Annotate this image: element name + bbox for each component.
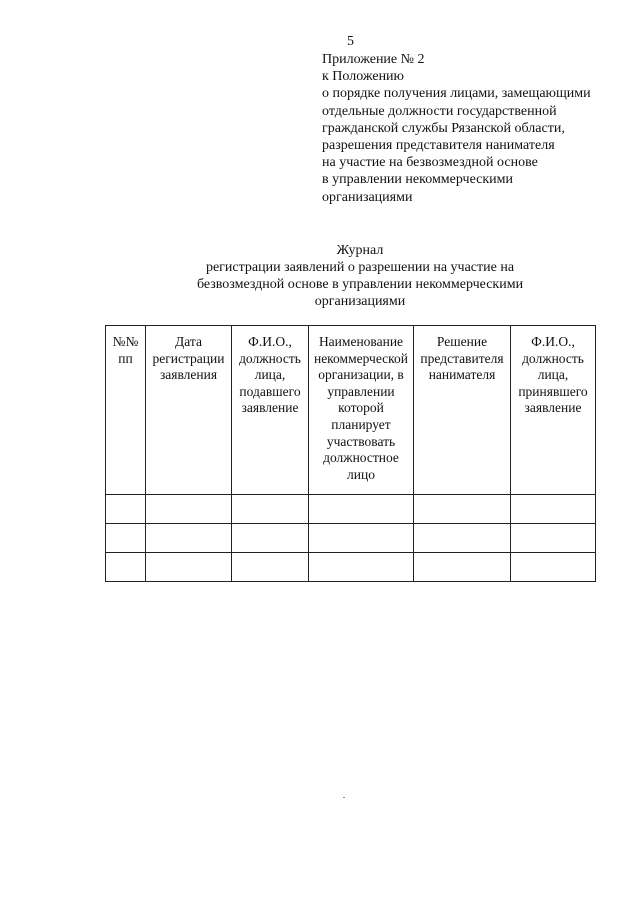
journal-table — [105, 325, 596, 582]
table-cell — [106, 495, 146, 524]
table-cell — [309, 524, 414, 553]
header-cell-employer-decision: Решение представителя нанимателя — [414, 326, 511, 495]
appendix-line: отдельные должности государственной — [322, 103, 557, 119]
appendix-line: Приложение № 2 — [322, 52, 425, 67]
appendix-line: гражданской службы Рязанской области, — [322, 120, 565, 136]
table-cell — [511, 495, 596, 524]
appendix-block — [322, 51, 622, 206]
table-cell — [106, 553, 146, 582]
table-cell — [146, 553, 232, 582]
appendix-line: организациями — [322, 189, 413, 205]
table-cell — [511, 553, 596, 582]
header-cell-receiver: Ф.И.О., должность лица, принявшего заявление — [511, 326, 596, 495]
scan-speck — [343, 797, 345, 798]
header-cell-number: №№ пп — [106, 326, 146, 495]
table-cell — [309, 553, 414, 582]
journal-title — [160, 242, 560, 310]
table-cell — [146, 524, 232, 553]
table-cell — [414, 524, 511, 553]
appendix-line: в управлении некоммерческими — [322, 172, 513, 188]
table-cell — [511, 524, 596, 553]
appendix-line: к Положению — [322, 69, 405, 85]
table-cell — [232, 553, 309, 582]
table-header-row — [106, 326, 596, 495]
journal-title-line: регистрации заявлений о разрешении на участие на — [205, 260, 515, 275]
table-cell — [414, 495, 511, 524]
header-cell-applicant: Ф.И.О., должность лица, подавшего заявление — [232, 326, 309, 495]
header-cell-organization: Наименование некоммерческой организации, в управлении которой планирует участвовать должностное лицо — [309, 326, 414, 495]
appendix-line: на участие на безвозмездной основе — [322, 155, 538, 171]
table-cell — [146, 495, 232, 524]
journal-title-line: Журнал — [336, 243, 384, 258]
appendix-line: о порядке получения лицами, замещающими — [322, 86, 591, 102]
appendix-line: разрешения представителя нанимателя — [322, 138, 555, 154]
table-row — [106, 553, 596, 582]
table-row — [106, 495, 596, 524]
page-number: 5 — [347, 34, 354, 49]
journal-title-line: организациями — [314, 294, 406, 309]
header-cell-registration-date: Дата регистрации заявления — [146, 326, 232, 495]
table-row — [106, 524, 596, 553]
table-cell — [232, 495, 309, 524]
table-cell — [106, 524, 146, 553]
table-cell — [414, 553, 511, 582]
journal-title-line: безвозмездной основе в управлении некоммерческими — [196, 277, 524, 292]
table-cell — [232, 524, 309, 553]
table-cell — [309, 495, 414, 524]
